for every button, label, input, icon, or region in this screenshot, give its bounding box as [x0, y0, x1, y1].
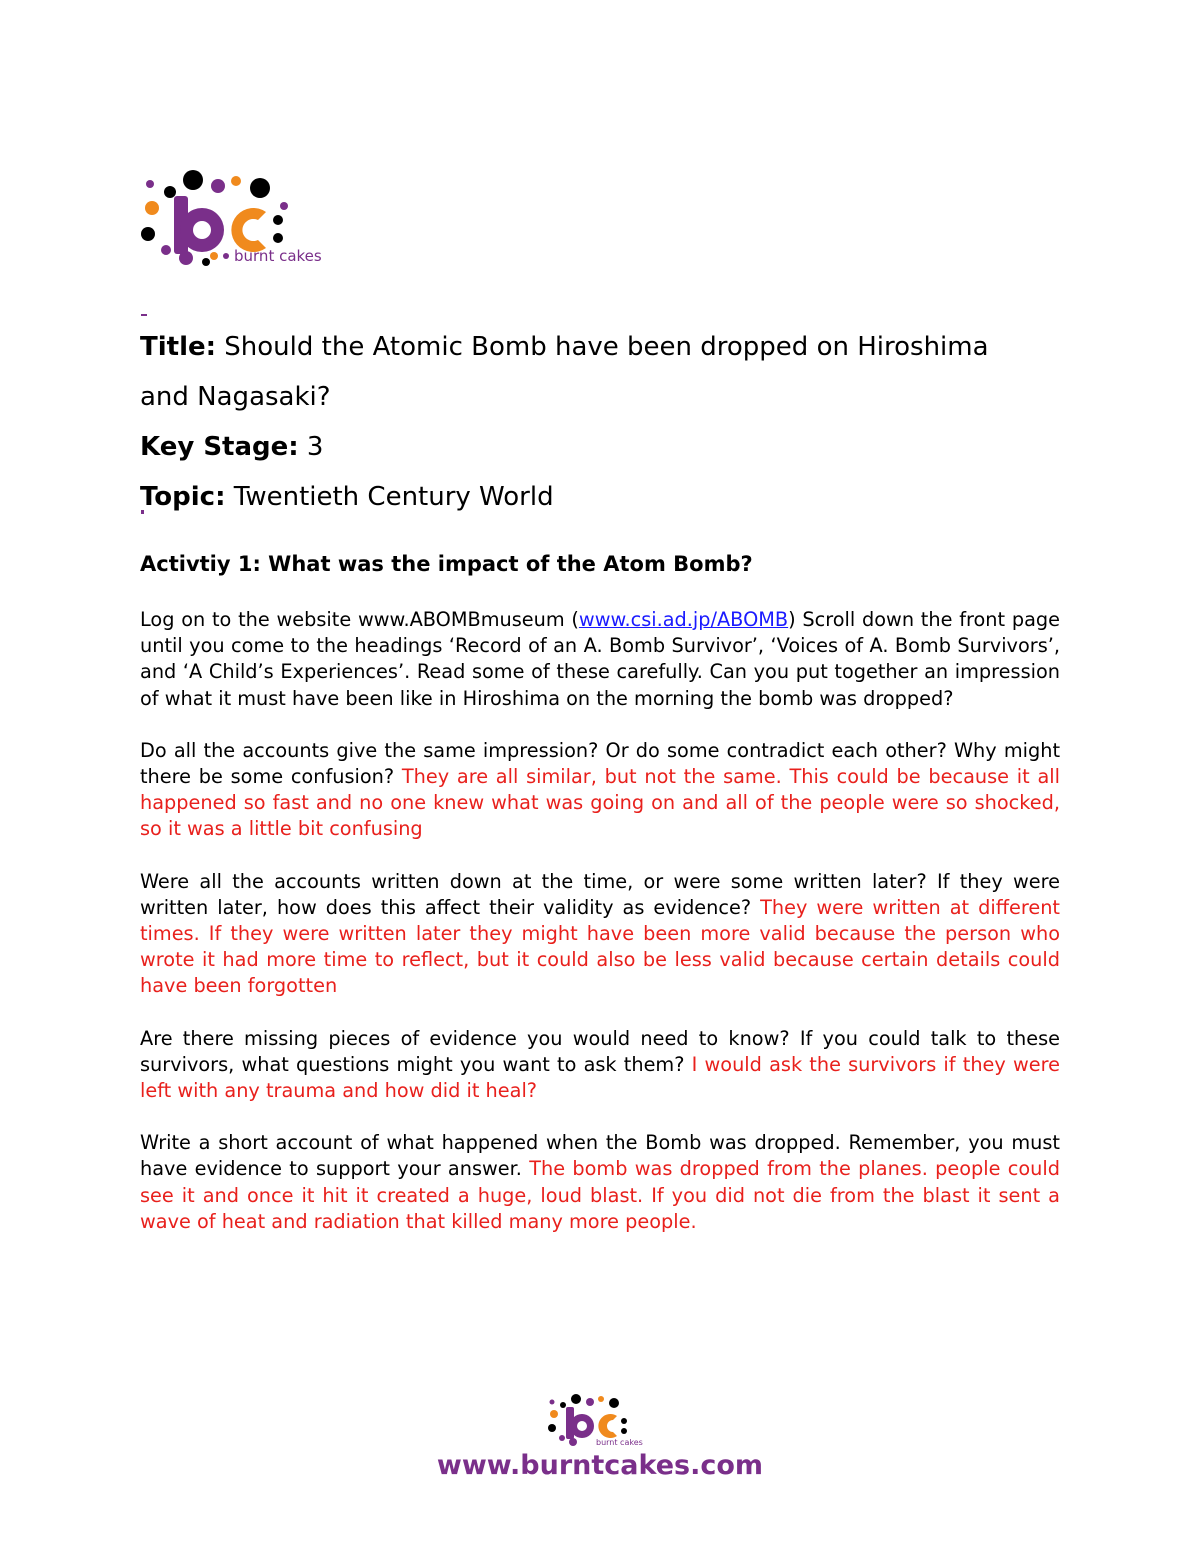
intro-after-link: ) Scroll down the front page until you come to the headings ‘Record of an A. Bomb Survivor’, ‘Voices of A. Bomb Survivors’, and ‘A Child’s Experiences’. Read some of these carefully. Can you put together an impression of what it must have been like in Hiroshima on the morning the bomb was dropped? [140, 608, 1060, 710]
answer-1: They are all similar, but not the same. This could be because it all happened so fast and no one knew what was going on and all of the people were so shocked, so it was a little bit confusing [140, 765, 1060, 841]
logo-wordmark: burnt cakes [234, 247, 322, 265]
activity-content [140, 607, 1060, 1261]
decorative-tick [141, 314, 147, 316]
question-4: Write a short account of what happened when the Bomb was dropped. Remember, you must have evidence to support your answer. [140, 1131, 1060, 1181]
answer-3: I would ask the survivors if they were left with any trauma and how did it heal? [140, 1052, 1061, 1103]
topic-value: Twentieth Century World [225, 482, 554, 512]
question-1: Do all the accounts give the same impression? Or do some contradict each other? Why might there be some confusion? [140, 738, 1060, 789]
topic-line [140, 472, 1080, 522]
question-1-paragraph [140, 738, 1060, 843]
question-4-paragraph [140, 1130, 1060, 1235]
topic-label: Topic: [140, 482, 226, 512]
question-2-paragraph [140, 869, 1060, 1000]
key-stage-label: Key Stage: [140, 432, 299, 462]
key-stage-line [140, 422, 1080, 472]
footer-burnt-cakes-logo [546, 1392, 656, 1450]
answer-2: They were written at different times. If they were written later they might have been more valid because the person who wrote it had more time to reflect, but it could also be less valid because certain details could have been forgotten [140, 895, 1060, 998]
title-label: Title: [140, 332, 217, 362]
title-line-2 [140, 372, 1080, 422]
question-3-paragraph [140, 1026, 1060, 1105]
activity-title: Activtiy 1: What was the impact of the Atom Bomb? [140, 552, 753, 576]
question-3: Are there missing pieces of evidence you would need to know? If you could talk to these survivors, what questions might you want to ask them? [140, 1026, 1060, 1076]
abomb-museum-link[interactable]: www.csi.ad.jp/ABOMB [578, 608, 789, 631]
footer-logo-wordmark: burnt cakes [596, 1438, 643, 1447]
title-text-line1: Should the Atomic Bomb have been dropped on Hiroshima [216, 332, 989, 362]
intro-before-link: Log on to the website www.ABOMBmuseum ( [140, 608, 579, 631]
lesson-header [140, 322, 1080, 522]
title-text-line2: and Nagasaki? [140, 382, 331, 412]
intro-paragraph [140, 607, 1060, 712]
key-stage-value: 3 [298, 432, 324, 462]
footer-url[interactable]: www.burntcakes.com [436, 1450, 764, 1481]
title-line [140, 322, 1080, 372]
burnt-cakes-logo [138, 168, 338, 272]
answer-4: The bomb was dropped from the planes. people could see it and once it hit it created a huge, loud blast. If you did not die from the blast it sent a wave of heat and radiation that killed many more people. [140, 1157, 1060, 1233]
question-2: Were all the accounts written down at the time, or were some written later? If they were written later, how does this affect their validity as evidence? [140, 869, 1060, 919]
